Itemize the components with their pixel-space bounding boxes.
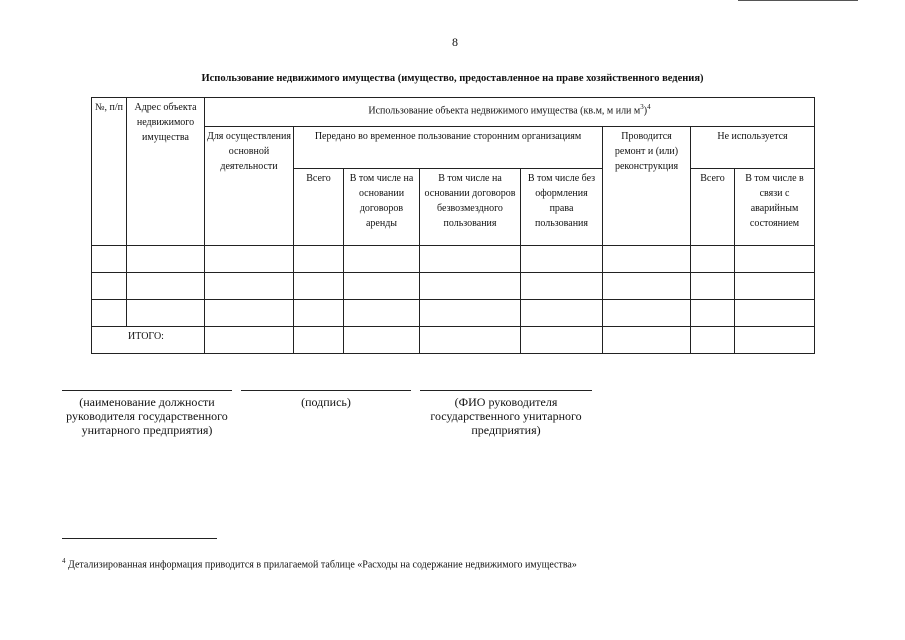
header-temp-free-use: В том числе на основании договоров безвозмездного пользования (420, 169, 521, 246)
total-row (92, 327, 815, 354)
header-address: Адрес объекта недвижимого имущества (127, 98, 205, 246)
header-unused: Не используется (691, 127, 815, 169)
header-repair: Проводится ремонт и (или) реконструкция (603, 127, 691, 246)
position-caption: (наименование должности руководителя государственного унитарного предприятия) (66, 395, 228, 437)
table-row (92, 273, 815, 300)
fio-caption: (ФИО руководителя государственного унитарного предприятия) (430, 395, 582, 437)
fio-signature-line (420, 390, 592, 391)
header-main-activity: Для осуществления основной деятельности (205, 127, 294, 246)
signature-line (241, 390, 411, 391)
header-usage-unit-sup: 3 (640, 103, 644, 111)
signature-caption: (подпись) (301, 395, 351, 409)
table-row (92, 246, 815, 273)
position-signature-line (62, 390, 232, 391)
header-temp-total: Всего (294, 169, 344, 246)
header-usage (205, 98, 815, 127)
page-number: 8 (452, 35, 458, 49)
header-usage-text: Использование объекта недвижимого имущества (кв.м, м или м (368, 105, 641, 117)
header-temporary-use: Передано во временное пользование сторонним организациям (294, 127, 603, 169)
document-title: Использование недвижимого имущества (имущество, предоставленное на праве хозяйственного ведения) (201, 73, 704, 84)
property-usage-table (91, 97, 815, 354)
footnote (62, 557, 577, 570)
footnote-separator (62, 538, 217, 539)
header-number: №, п/п (92, 98, 127, 246)
header-unused-emergency: В том числе в связи с аварийным состоянием (735, 169, 815, 246)
top-edge-line (738, 0, 858, 1)
total-label: ИТОГО: (92, 327, 205, 354)
header-usage-close: ) (643, 105, 648, 117)
footnote-marker: 4 (62, 557, 66, 565)
header-unused-total: Всего (691, 169, 735, 246)
table-row (92, 300, 815, 327)
header-temp-no-formal: В том числе без оформления права пользования (521, 169, 603, 246)
header-temp-lease: В том числе на основании договоров аренды (344, 169, 420, 246)
footnote-text: Детализированная информация приводится в прилагаемой таблице «Расходы на содержание недвижимого имущества» (68, 559, 577, 571)
footnote-ref-marker: 4 (647, 103, 651, 111)
